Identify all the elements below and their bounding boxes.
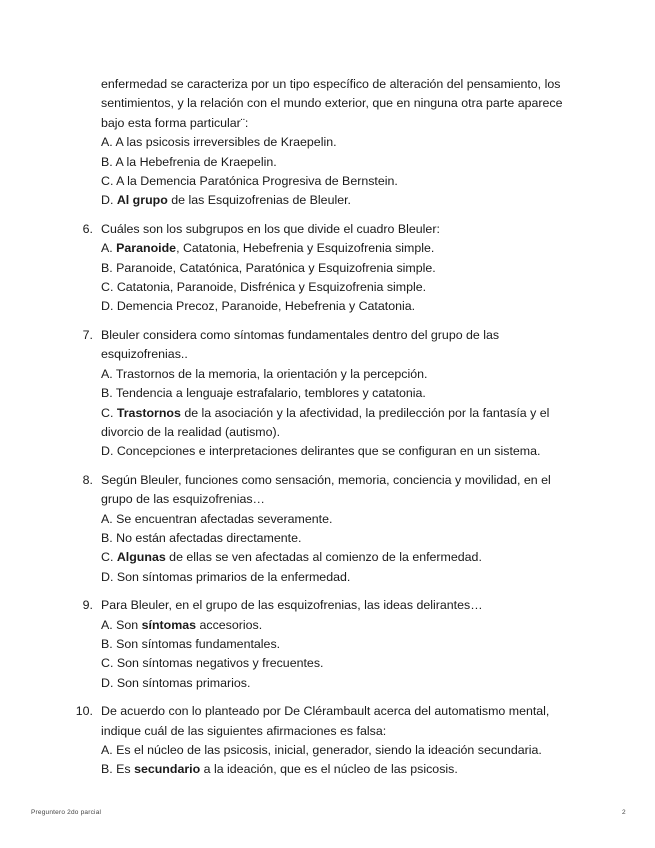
question-7 — [0, 326, 655, 462]
option-b: B. No están afectadas directamente. — [101, 530, 302, 545]
option-d: D. Son síntomas primarios. — [101, 675, 251, 690]
option-c: C. Son síntomas negativos y frecuentes. — [101, 656, 324, 671]
question-text: Bleuler considera como síntomas fundamentales dentro del grupo de las — [101, 327, 500, 342]
option-b: B. Tendencia a lenguaje estrafalario, temblores y catatonia. — [101, 386, 426, 401]
question-8 — [0, 471, 655, 587]
document-body — [0, 75, 655, 780]
question-text: Cuáles son los subgrupos en los que divide el cuadro Bleuler: — [101, 221, 440, 236]
option-c: C. Catatonia, Paranoide, Disfrénica y Esquizofrenia simple. — [101, 280, 427, 295]
question-text: Según Bleuler, funciones como sensación, memoria, conciencia y movilidad, en el — [101, 472, 551, 487]
page-number: 2 — [622, 809, 626, 816]
option-a: A. Se encuentran afectadas severamente. — [101, 511, 333, 526]
question-number: 6. — [82, 221, 93, 236]
question-text: esquizofrenias.. — [101, 347, 188, 362]
option-c: C. A la Demencia Paratónica Progresiva de Bernstein. — [101, 174, 398, 189]
question-10 — [0, 702, 655, 780]
option-b: B. A la Hebefrenia de Kraepelin. — [101, 154, 277, 169]
footer-title: Preguntero 2do parcial — [31, 809, 102, 816]
option-a: A. A las psicosis irreversibles de Kraepelin. — [101, 135, 337, 150]
question-9 — [0, 596, 655, 693]
question-text: indique cuál de las siguientes afirmaciones es falsa: — [101, 723, 387, 738]
option-b: B. Es secundario a la ideación, que es el núcleo de las psicosis. — [101, 762, 458, 777]
option-d: D. Son síntomas primarios de la enfermedad. — [101, 569, 351, 584]
question-number: 10. — [75, 704, 93, 719]
option-d: D. Demencia Precoz, Paranoide, Hebefrenia y Catatonia. — [101, 299, 416, 314]
question-6 — [0, 220, 655, 317]
option-d: D. Al grupo de las Esquizofrenias de Bleuler. — [101, 193, 351, 208]
question-number: 9. — [82, 598, 93, 613]
question-number: 8. — [82, 472, 93, 487]
question-text: grupo de las esquizofrenias… — [101, 492, 265, 507]
continuation-line: enfermedad se caracteriza por un tipo específico de alteración del pensamiento, los — [101, 77, 561, 91]
option-b: B. Son síntomas fundamentales. — [101, 636, 281, 651]
option-a: A. Es el núcleo de las psicosis, inicial, generador, siendo la ideación secundaria. — [101, 743, 542, 757]
continuation-line: sentimientos, y la relación con el mundo exterior, que en ninguna otra parte aparece — [101, 96, 563, 111]
question-number: 7. — [82, 327, 93, 342]
continuation-line: bajo esta forma particular¨: — [101, 115, 249, 130]
option-d: D. Concepciones e interpretaciones delirantes que se configuran en un sistema. — [101, 444, 541, 459]
option-c: C. Trastornos de la asociación y la afectividad, la predilección por la fantasía y el divorcio de la realidad (autismo). — [101, 405, 550, 439]
question-text: De acuerdo con lo planteado por De Clérambault acerca del automatismo mental, — [101, 704, 550, 719]
question-continuation — [101, 75, 591, 211]
question-text: Para Bleuler, en el grupo de las esquizofrenias, las ideas delirantes… — [101, 598, 483, 613]
option-c: C. Algunas de ellas se ven afectadas al comienzo de la enfermedad. — [101, 550, 482, 565]
option-a: A. Son síntomas accesorios. — [101, 617, 263, 632]
option-a: A. Trastornos de la memoria, la orientación y la percepción. — [101, 366, 428, 381]
option-a: A. Paranoide, Catatonia, Hebefrenia y Esquizofrenia simple. — [101, 241, 435, 256]
option-b: B. Paranoide, Catatónica, Paratónica y Esquizofrenia simple. — [101, 260, 436, 275]
